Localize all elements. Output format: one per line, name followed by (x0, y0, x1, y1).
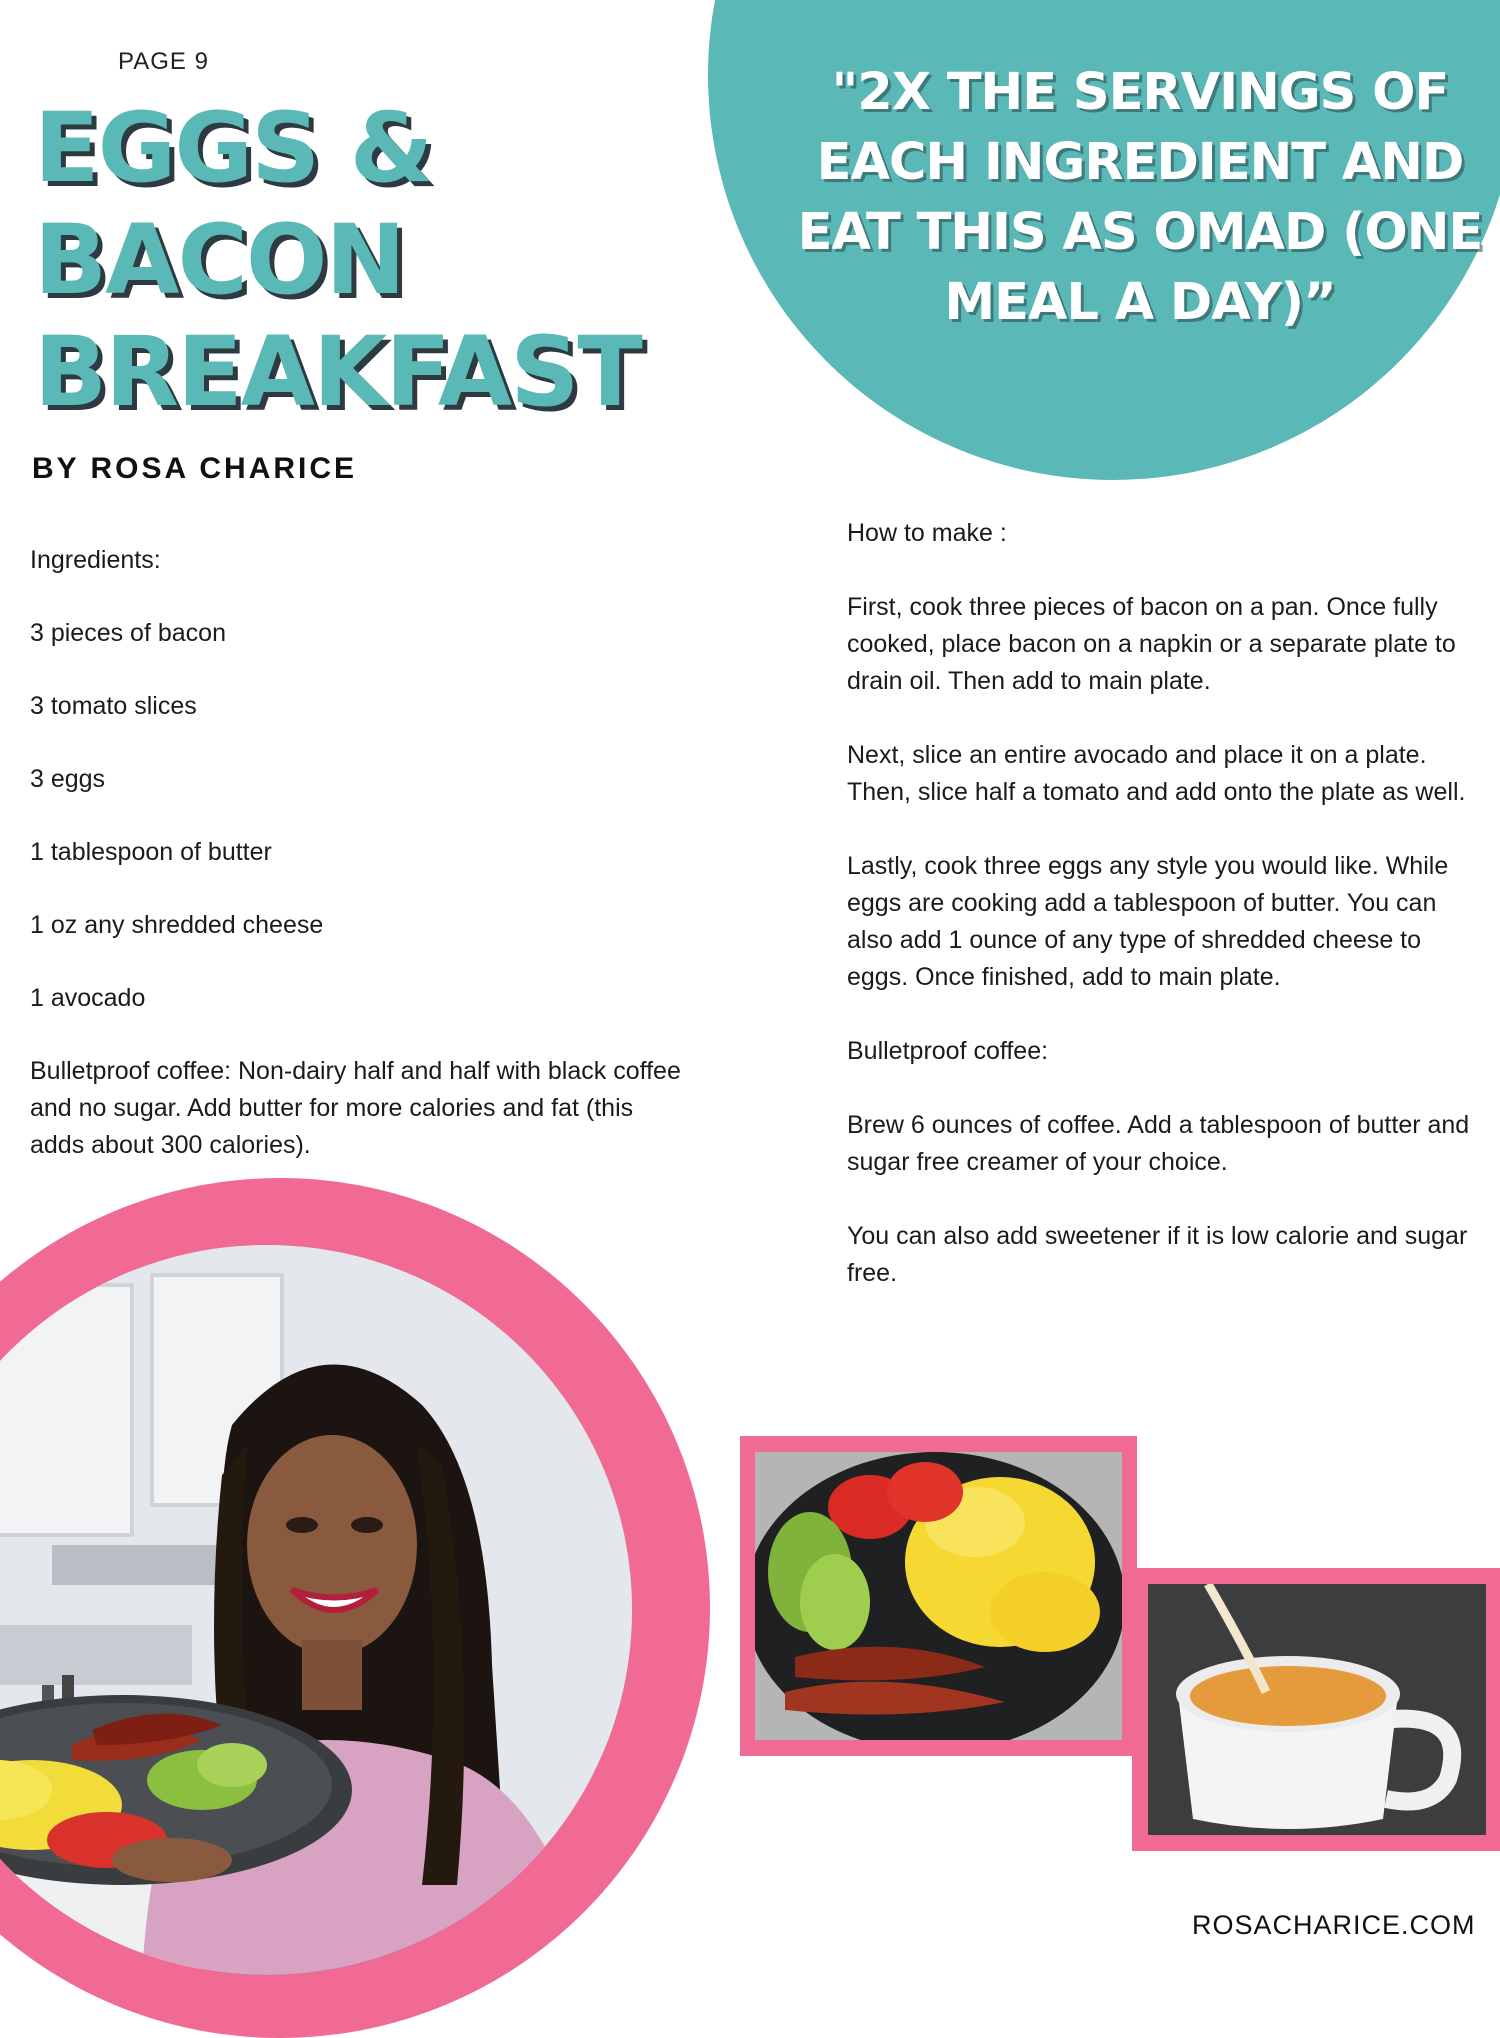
coffee-note: Bulletproof coffee: Non-dairy half and half with black coffee and no sugar. Add butter for more calories and fat (this adds about 300 calories). (30, 1057, 681, 1159)
instruction-step: Brew 6 ounces of coffee. Add a tablespoon of butter and sugar free creamer of your choice. (847, 1111, 1470, 1176)
instructions-section (847, 515, 1487, 1329)
ingredient-item: 3 eggs (30, 765, 106, 793)
quote-text: "2X THE SERVINGS OF EACH INGREDIENT AND EAT THIS AS OMAD (ONE MEAL A DAY)” (797, 63, 1483, 332)
author-byline: BY ROSA CHARICE (32, 452, 358, 485)
page-title (34, 92, 641, 428)
ingredients-section (30, 542, 690, 1164)
page-number: PAGE 9 (118, 48, 209, 75)
coffee-cup-illustration (1148, 1584, 1486, 1835)
coffee-photo (1148, 1584, 1486, 1835)
food-photo (755, 1452, 1122, 1740)
ingredient-item: 3 tomato slices (30, 692, 197, 720)
ingredients-heading: Ingredients: (30, 546, 161, 574)
instruction-step: Lastly, cook three eggs any style you would like. While eggs are cooking add a tablespoon of butter. You can also add 1 ounce of any type of shredded cheese to eggs. Once finished, add to main plate. (847, 852, 1449, 991)
instruction-step: Next, slice an entire avocado and place it on a plate. Then, slice half a tomato and add onto the plate as well. (847, 741, 1466, 806)
title-line: BACON (34, 204, 404, 316)
website-footer: ROSACHARICE.COM (1192, 1910, 1476, 1940)
ingredient-item: 3 pieces of bacon (30, 619, 226, 647)
ingredient-item: 1 oz any shredded cheese (30, 911, 324, 939)
instructions-heading: How to make : (847, 519, 1007, 547)
instruction-step: Bulletproof coffee: (847, 1037, 1049, 1065)
ingredient-item: 1 avocado (30, 984, 146, 1012)
instruction-step: You can also add sweetener if it is low calorie and sugar free. (847, 1222, 1468, 1287)
breakfast-plate-illustration (755, 1452, 1122, 1740)
title-line: EGGS & (34, 92, 432, 204)
title-line: BREAKFAST (34, 316, 641, 428)
ingredient-item: 1 tablespoon of butter (30, 838, 272, 866)
instruction-step: First, cook three pieces of bacon on a pan. Once fully cooked, place bacon on a napkin or a separate plate to drain oil. Then add to main plate. (847, 593, 1456, 695)
